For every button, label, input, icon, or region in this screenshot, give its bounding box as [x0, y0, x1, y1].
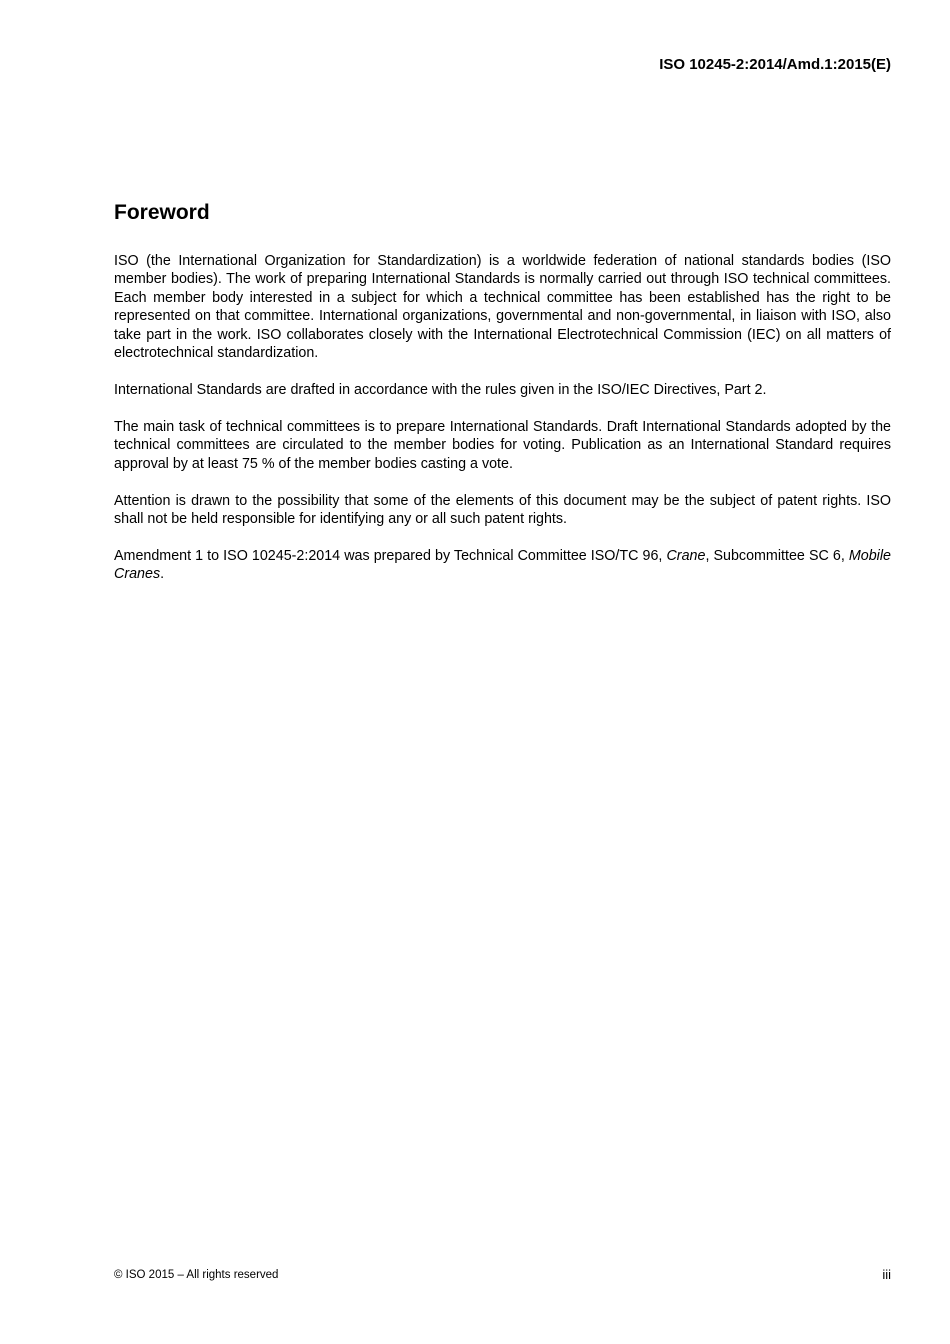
- paragraph-committee-task: The main task of technical committees is to prepare International Standards. Draft International Standards adopted by the technical committees are circulated to the member bodies for voting. Publication as an International Standard requires approval by at least 75 % of the member bodies casting a vote.: [114, 418, 891, 472]
- paragraph-patent-rights: Attention is drawn to the possibility that some of the elements of this document may be the subject of patent rights. ISO shall not be held responsible for identifying any or all such patent rights.: [114, 492, 891, 527]
- amendment-text-end: .: [160, 566, 165, 583]
- committee-name: Crane: [666, 547, 706, 564]
- foreword-heading: Foreword: [114, 201, 210, 224]
- paragraph-iso-overview: ISO (the International Organization for Standardization) is a worldwide federation of national standards bodies (ISO member bodies). The work of preparing International Standards is normally carried out through ISO technical committees. Each member body interested in a subject for which a technical committee has been established has the right to be represented on that committee. International organizations, governmental and non-governmental, in liaison with ISO, also take part in the work. ISO collaborates closely with the International Electrotechnical Commission (IEC) on all matters of electrotechnical standardization.: [114, 253, 891, 362]
- page-number: iii: [882, 1267, 891, 1282]
- foreword-body: [114, 252, 891, 602]
- amendment-text-middle: , Subcommittee SC 6,: [705, 547, 849, 564]
- subcommittee-name: Mobile Cranes: [114, 547, 891, 583]
- paragraph-amendment: [114, 547, 891, 584]
- copyright-notice: © ISO 2015 – All rights reserved: [114, 1269, 279, 1281]
- amendment-text-start: Amendment 1 to ISO 10245-2:2014 was prepared by Technical Committee ISO/TC 96,: [114, 547, 667, 564]
- paragraph-drafting-rules: International Standards are drafted in accordance with the rules given in the ISO/IEC Directives, Part 2.: [114, 381, 767, 398]
- document-id: ISO 10245-2:2014/Amd.1:2015(E): [659, 56, 891, 73]
